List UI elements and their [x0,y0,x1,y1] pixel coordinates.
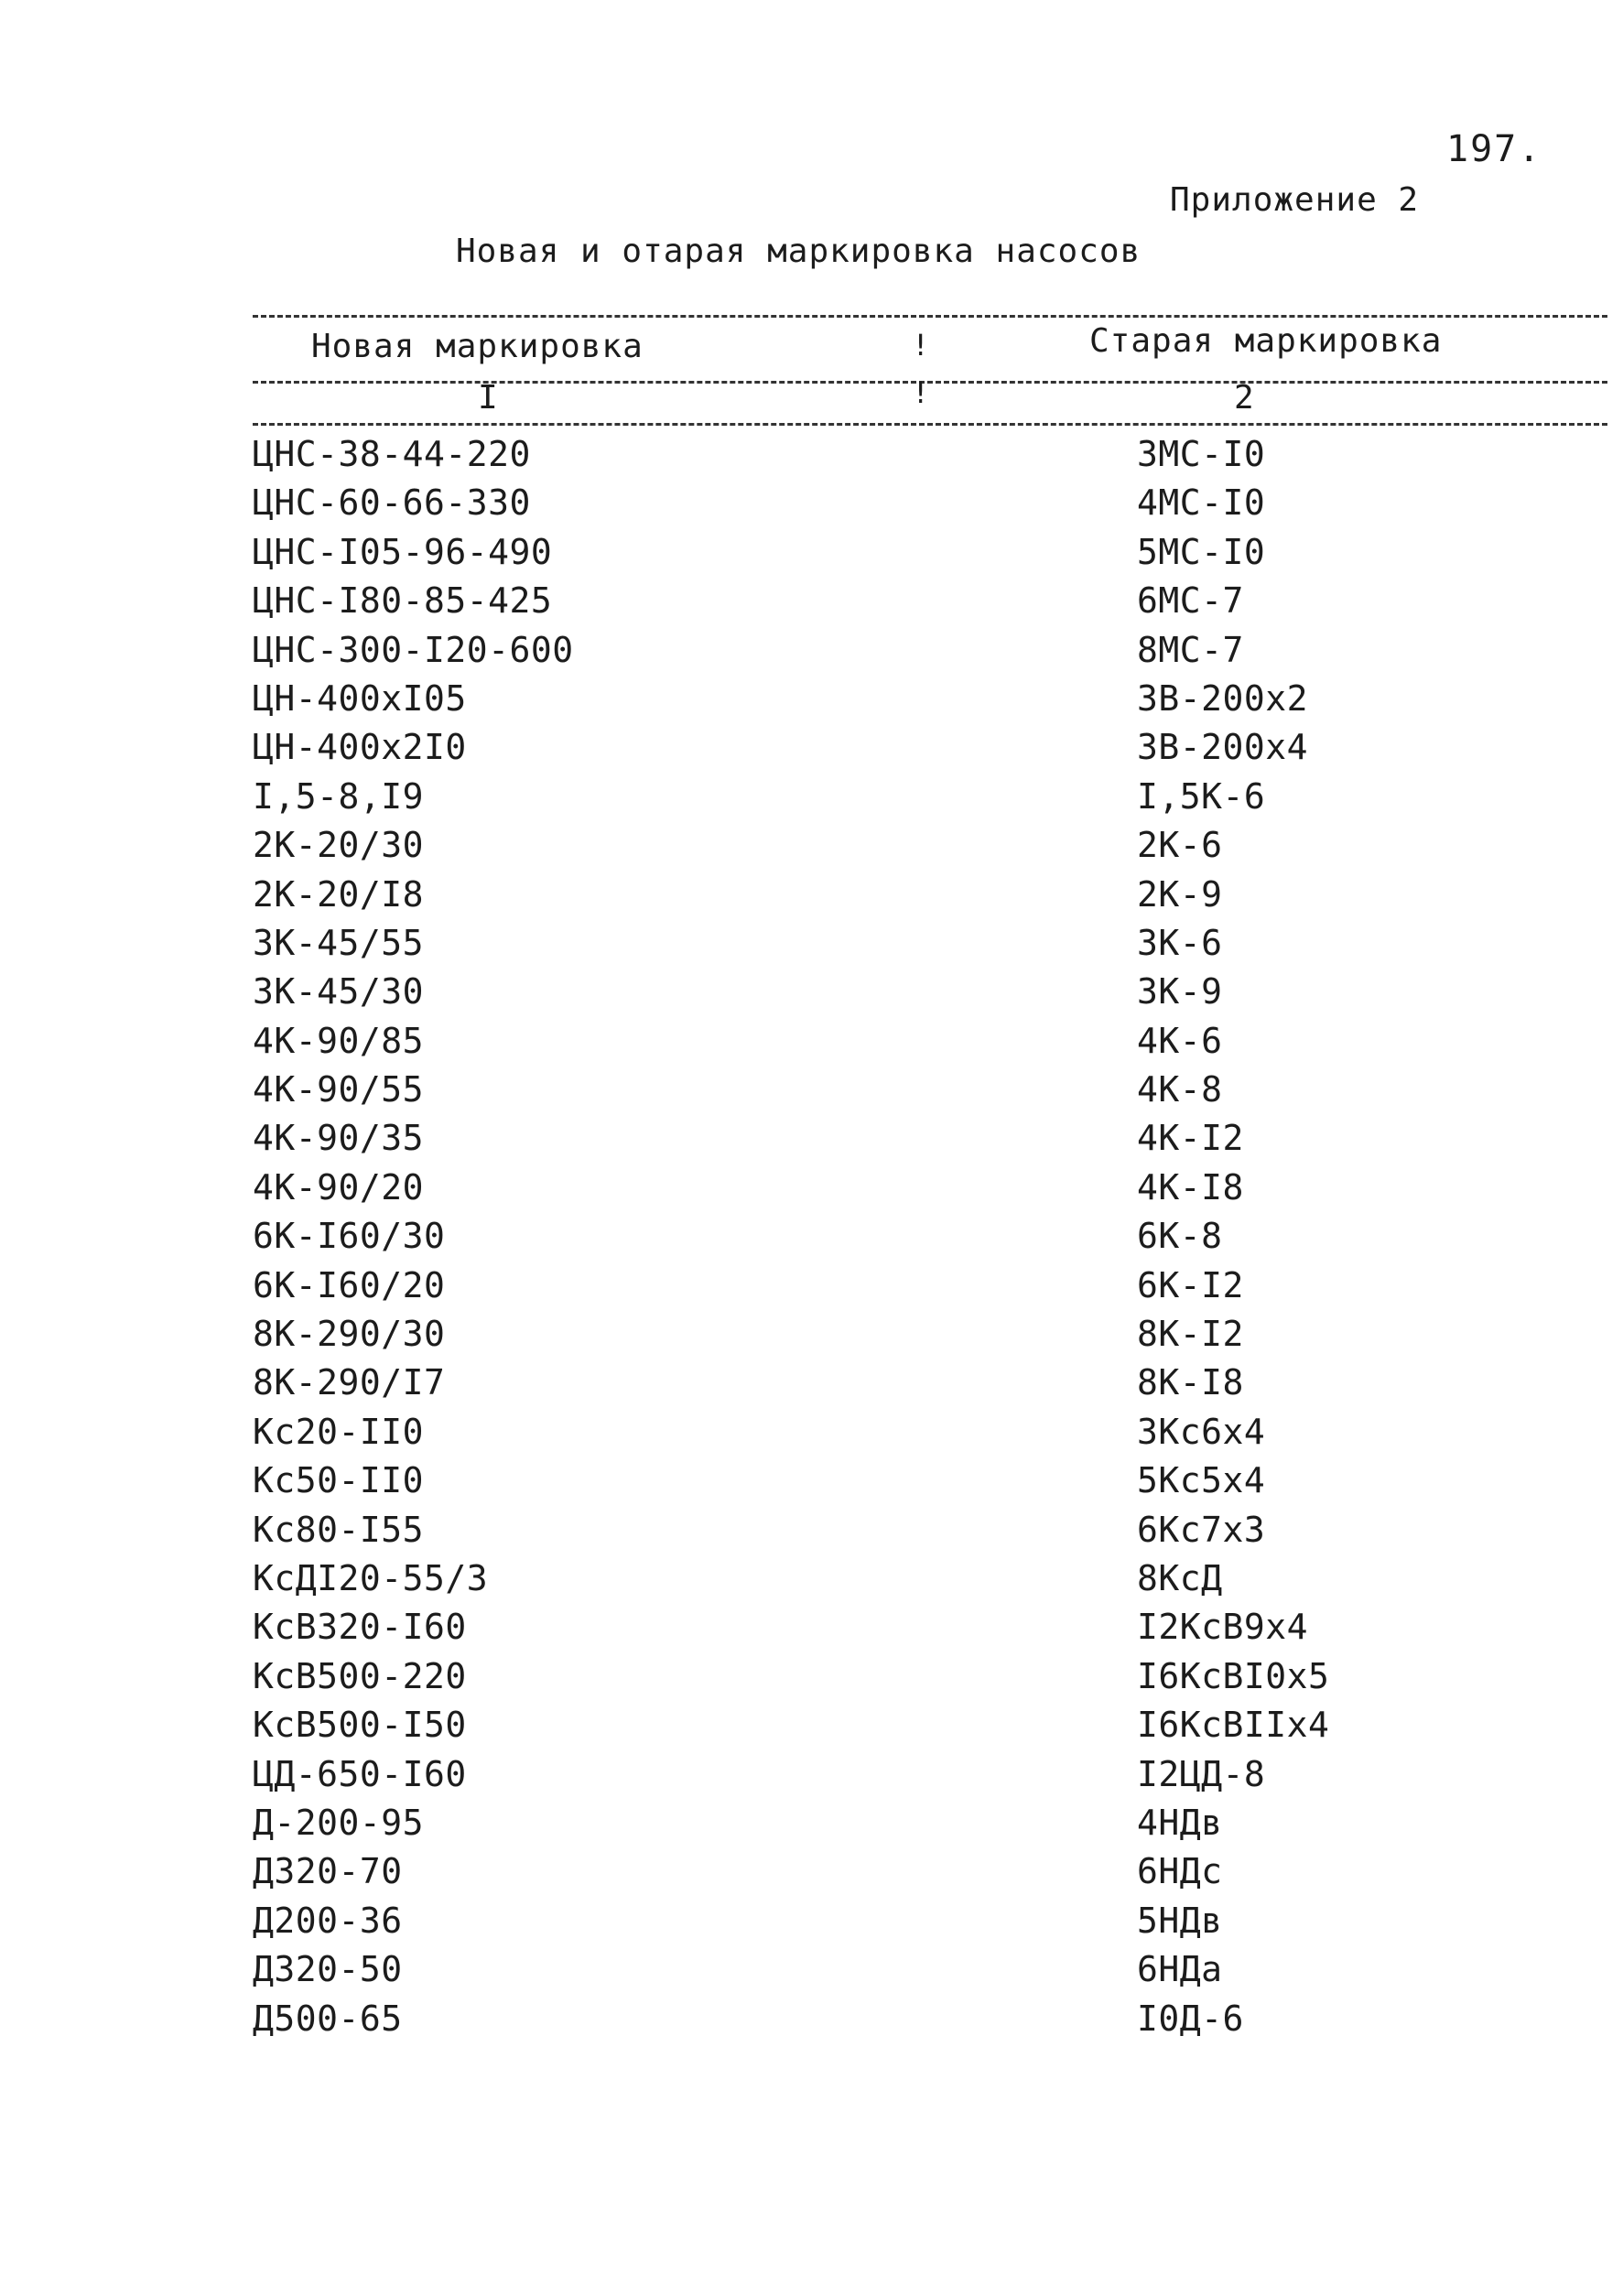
new-marking-cell: КсВ500-220 [253,1655,467,1696]
table-row [253,1995,1443,2043]
new-marking-cell: Кс50-II0 [253,1460,425,1501]
table-row [253,479,1443,527]
new-marking-cell: Д500-65 [253,1998,403,2039]
old-marking-cell: 5Кс5х4 [1137,1460,1266,1501]
table-row [253,430,1443,479]
page-number: 197. [1446,128,1542,170]
new-marking-cell: ЦНС-I80-85-425 [253,580,553,622]
old-marking-cell: 3В-200х2 [1137,677,1309,719]
old-marking-cell: 2К-9 [1137,873,1223,915]
table-row [253,1506,1443,1554]
old-marking-cell: 3К-9 [1137,971,1223,1013]
new-marking-cell: I,5-8,I9 [253,775,425,817]
column-separator: ! [912,375,930,410]
old-marking-cell: 6НДа [1137,1949,1223,1990]
table-header-mid-rule [253,381,1607,384]
table-row [253,1408,1443,1457]
old-marking-cell: I6КсВIIх4 [1137,1705,1330,1746]
old-marking-cell: 8К-I2 [1137,1314,1244,1355]
column-header-old: Старая маркировка [1089,322,1443,360]
table-row [253,1066,1443,1114]
appendix-label: Приложение 2 [1170,181,1420,219]
old-marking-cell: 4К-8 [1137,1069,1223,1110]
old-marking-cell: 3МС-I0 [1137,434,1266,474]
new-marking-cell: 3К-45/55 [253,922,425,963]
new-marking-cell: 6К-I60/30 [253,1216,446,1257]
new-marking-cell: Д-200-95 [253,1802,425,1843]
table-row [253,675,1443,723]
table-row [253,1603,1443,1652]
new-marking-cell: Д200-36 [253,1900,403,1941]
new-marking-cell: 8К-290/30 [253,1314,446,1355]
table-row [253,1310,1443,1359]
table-row [253,1701,1443,1749]
old-marking-cell: 8КсД [1137,1557,1223,1598]
table-row [253,821,1443,870]
table-row [253,1212,1443,1261]
table-header-bottom-rule [253,423,1607,426]
table-row [253,773,1443,821]
table-row [253,919,1443,968]
old-marking-cell: 3К-6 [1137,922,1223,963]
new-marking-cell: 4К-90/20 [253,1166,425,1208]
table-row [253,1750,1443,1799]
table-row [253,1114,1443,1163]
new-marking-cell: 2К-20/30 [253,825,425,866]
table-row [253,1017,1443,1066]
new-marking-cell: 2К-20/I8 [253,873,425,915]
old-marking-cell: 6НДс [1137,1851,1223,1892]
new-marking-cell: ЦНС-60-66-330 [253,482,531,524]
old-marking-cell: 8К-I8 [1137,1362,1244,1403]
page-title: Новая и отарая маркировка насосов [456,233,1142,270]
old-marking-cell: 8МС-7 [1137,629,1244,670]
table-row [253,1554,1443,1603]
table-body [253,430,1443,2043]
old-marking-cell: I2КсВ9х4 [1137,1607,1309,1648]
old-marking-cell: 3В-200х4 [1137,727,1309,768]
new-marking-cell: 6К-I60/20 [253,1264,446,1305]
old-marking-cell: 4К-I2 [1137,1118,1244,1159]
old-marking-cell: I2ЦД-8 [1137,1753,1266,1794]
new-marking-cell: КсДI20-55/3 [253,1557,489,1598]
old-marking-cell: 4К-I8 [1137,1166,1244,1208]
new-marking-cell: Д320-70 [253,1851,403,1892]
new-marking-cell: 4К-90/85 [253,1020,425,1061]
new-marking-cell: ЦНС-38-44-220 [253,434,531,474]
table-row [253,1847,1443,1896]
old-marking-cell: 6К-I2 [1137,1264,1244,1305]
table-row [253,871,1443,919]
old-marking-cell: 6Кс7х3 [1137,1509,1266,1550]
table-row [253,1164,1443,1212]
old-marking-cell: 5МС-I0 [1137,531,1266,572]
new-marking-cell: 4К-90/35 [253,1118,425,1159]
old-marking-cell: 4МС-I0 [1137,482,1266,524]
old-marking-cell: I0Д-6 [1137,1998,1244,2039]
new-marking-cell: 3К-45/30 [253,971,425,1013]
column-number-new: I [478,379,498,417]
table-row [253,1897,1443,1945]
new-marking-cell: Кс20-II0 [253,1411,425,1452]
table-row [253,528,1443,577]
new-marking-cell: ЦД-650-I60 [253,1753,467,1794]
new-marking-cell: ЦН-400хI05 [253,677,467,719]
table-row [253,577,1443,625]
table-row [253,723,1443,772]
old-marking-cell: I6КсВI0х5 [1137,1655,1330,1696]
old-marking-cell: 4К-6 [1137,1020,1223,1061]
table-row [253,1359,1443,1407]
old-marking-cell: 6К-8 [1137,1216,1223,1257]
table-row [253,626,1443,675]
table-row [253,968,1443,1016]
old-marking-cell: 6МС-7 [1137,580,1244,622]
table-row [253,1799,1443,1847]
column-separator: ! [912,328,930,363]
new-marking-cell: Д320-50 [253,1949,403,1990]
new-marking-cell: ЦН-400х2I0 [253,727,467,768]
new-marking-cell: КсВ320-I60 [253,1607,467,1648]
column-header-new: Новая маркировка [311,328,644,365]
table-row [253,1652,1443,1701]
new-marking-cell: ЦНС-I05-96-490 [253,531,553,572]
new-marking-cell: 4К-90/55 [253,1069,425,1110]
old-marking-cell: I,5К-6 [1137,775,1266,817]
new-marking-cell: КсВ500-I50 [253,1705,467,1746]
old-marking-cell: 2К-6 [1137,825,1223,866]
table-row [253,1457,1443,1505]
new-marking-cell: ЦНС-300-I20-600 [253,629,574,670]
new-marking-cell: Кс80-I55 [253,1509,425,1550]
old-marking-cell: 4НДв [1137,1802,1223,1843]
column-number-old: 2 [1234,379,1254,417]
table-row [253,1262,1443,1310]
table-row [253,1945,1443,1994]
new-marking-cell: 8К-290/I7 [253,1362,446,1403]
table-top-rule [253,315,1607,318]
old-marking-cell: 3Кс6х4 [1137,1411,1266,1452]
old-marking-cell: 5НДв [1137,1900,1223,1941]
